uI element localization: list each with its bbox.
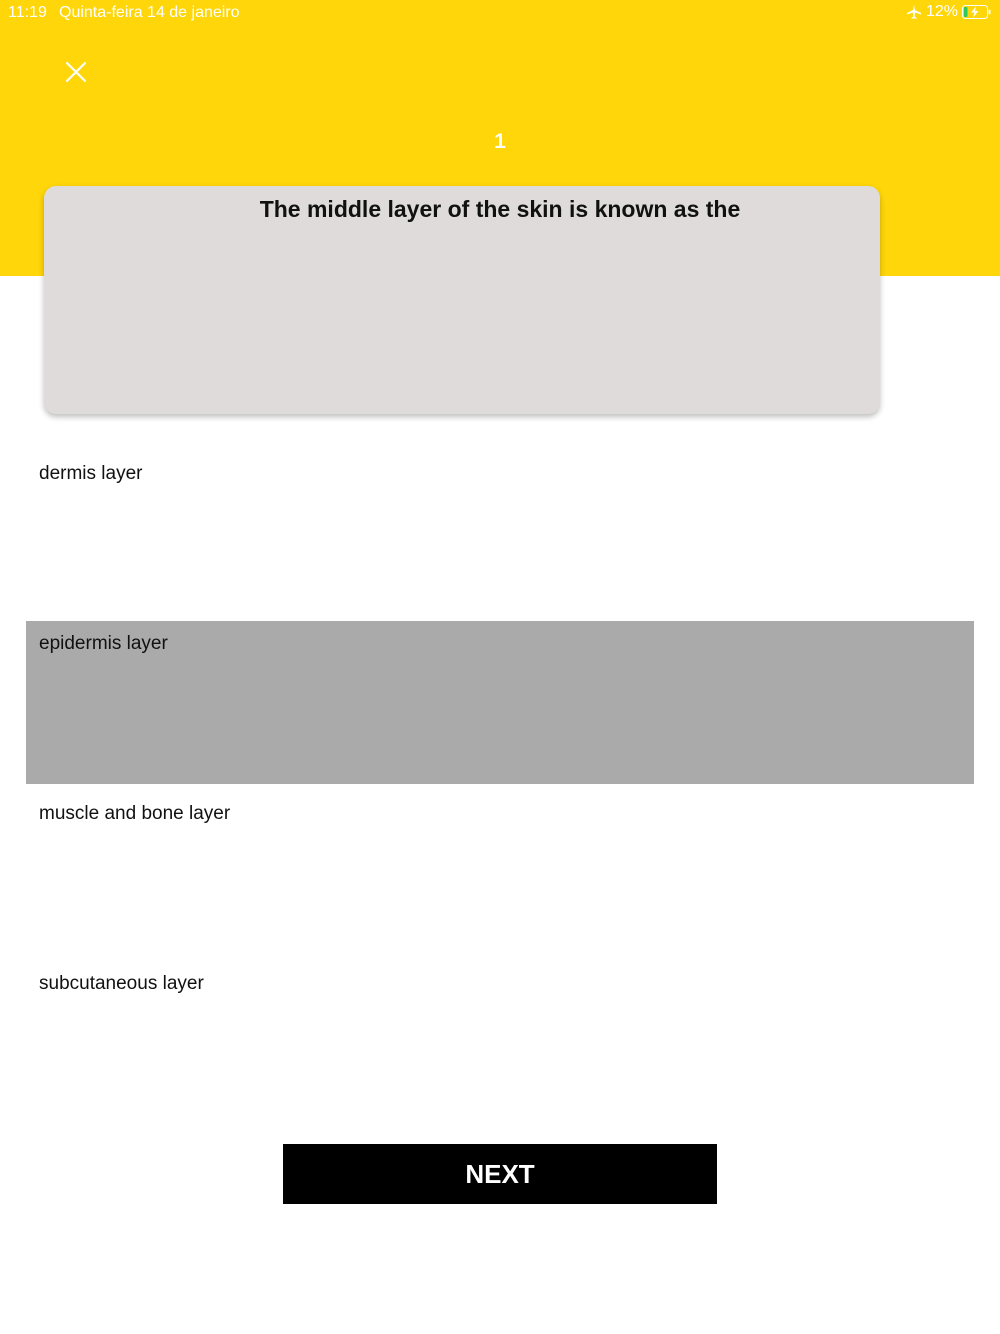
battery-percent: 12%	[925, 3, 958, 20]
answer-option-epidermis[interactable]	[26, 621, 974, 784]
status-date: Quinta-feira 14 de janeiro	[59, 4, 240, 21]
question-text: The middle layer of the skin is known as the	[259, 196, 741, 222]
status-time: 11:19	[8, 4, 47, 21]
answer-option-label: subcutaneous layer	[39, 973, 204, 994]
answer-option-label: muscle and bone layer	[39, 803, 231, 824]
answer-option-label: dermis layer	[39, 463, 143, 484]
question-card	[44, 186, 880, 414]
battery-charging-icon	[962, 5, 992, 19]
close-icon	[60, 56, 92, 88]
question-number: 1	[494, 130, 506, 153]
airplane-icon	[906, 4, 922, 20]
close-button[interactable]	[60, 56, 92, 88]
answer-option-dermis[interactable]	[26, 451, 974, 614]
answer-option-subcutaneous[interactable]	[26, 961, 974, 1124]
status-bar	[0, 0, 1000, 26]
answer-option-label: epidermis layer	[39, 633, 168, 654]
status-indicators	[906, 3, 992, 21]
answer-option-muscle-and-bone[interactable]	[26, 791, 974, 954]
next-button[interactable]: NEXT	[283, 1144, 717, 1204]
